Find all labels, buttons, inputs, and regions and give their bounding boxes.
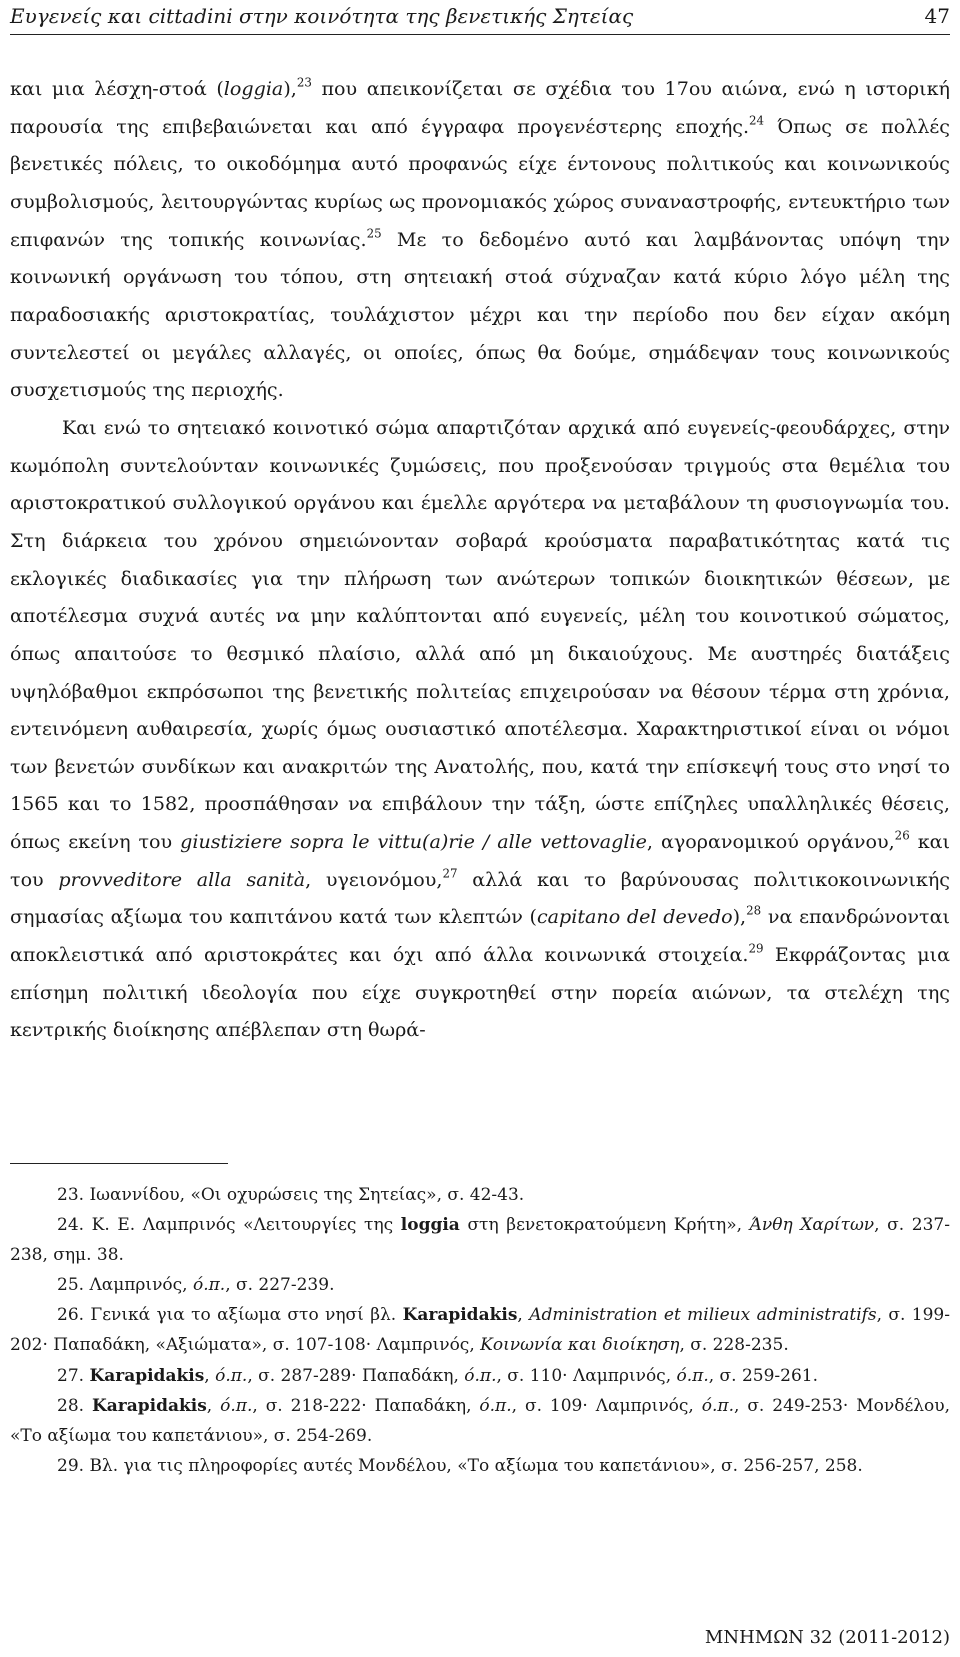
- text-run: , αγορανομικού οργάνου,: [646, 830, 895, 854]
- text-run: αλλά και το βαρύνουσας πολιτικοκοινωνικής σημασίας αξίωμα του καπιτάνου κατά των κλεπτών (: [10, 867, 950, 929]
- italic-abbrev: ό.π.: [192, 1275, 226, 1296]
- bold-author: Karapidakis: [91, 1395, 207, 1416]
- footnote-27: [10, 1361, 950, 1391]
- footnote-text: ,: [517, 1305, 530, 1326]
- text-run: ),: [283, 77, 297, 100]
- footnote-text: ,: [206, 1395, 221, 1416]
- running-header: [10, 2, 950, 35]
- footnote-ref-25[interactable]: 25: [366, 226, 382, 241]
- footnote-24: [10, 1210, 950, 1270]
- text-run: ),: [732, 905, 747, 929]
- footnote-text: , σ. 228-235.: [679, 1335, 789, 1356]
- footnote-text: 26. Γενικά για το αξίωμα στο νησί βλ.: [57, 1305, 403, 1326]
- text-run: Όπως σε πολλές βενετικές πόλεις, το οικοδόμημα αυτό προφανώς είχε έντονους πολιτικούς και κοινωνικούς συμβολισμούς, λειτουργώντας κυρίως ως προνομιακός χώρος συναναστροφής, εντευκτήριο των επιφανών της τοπικής κοινωνίας.: [10, 114, 950, 251]
- footnote-text: , σ. 110· Λαμπρινός,: [496, 1365, 677, 1386]
- footnote-text: , σ. 109· Λαμπρινός,: [511, 1395, 702, 1416]
- footnote-separator: [10, 1163, 228, 1164]
- text-run: Και ενώ το σητειακό κοινοτικό σώμα απαρτιζόταν αρχικά από ευγενείς-φεουδάρχες, στην κωμόπολη συντελούνταν κοινωνικές ζυμώσεις, που προξενούσαν τριγμούς στα θεμέλια του αριστοκρατικού συλλογικού οργάνου και έμελλε αργότερα να μεταβάλουν τη φυσιογνωμία του. Στη διάρκεια του χρόνου σημειώνονταν σοβαρά κρούσματα παραβατικότητας κατά τις εκλογικές διαδικασίες για την πλήρωση των ανώτερων τοπικών διοικητικών θέσεων, με αποτέλεσμα συχνά αυτές να μην καλύπτονται από ευγενείς, μέλη του κοινοτικού σώματος, όπως απαιτούσε το θεσμικό πλαίσιο, αλλά από μη δικαιούχους. Με αυστηρές διατάξεις υψηλόβαθμοι εκπρόσωποι της βενετικής πολιτείας επιχειρούσαν να θέσουν τέρμα στη χρόνια, εντεινόμενη αυθαιρεσία, χωρίς όμως ουσιαστικό αποτέλεσμα. Χαρακτηριστικοί είναι οι νόμοι των βενετών συνδίκων και ανακριτών της Ανατολής, που, κατά την επίσκεψή τους στο νησί το 1565 και το 1582, προσπάθησαν να επιβάλουν την τάξη, ώστε επίζηλες υπαλληλικές θέσεις, όπως εκείνη του: [10, 415, 950, 854]
- main-text: [10, 70, 950, 1049]
- footnote-ref-28[interactable]: 28: [746, 903, 762, 918]
- footnote-ref-29[interactable]: 29: [748, 941, 764, 956]
- text-run: Εκφράζοντας μια επίσημη πολιτική ιδεολογία που είχε συγκροτηθεί στην πορεία αιώνων, τα στελέχη της κεντρικής διοίκησης απέβλεπαν στη θωρά-: [10, 943, 951, 1042]
- italic-term: provveditore alla sanità: [58, 867, 306, 891]
- footnote-ref-24[interactable]: 24: [749, 113, 765, 128]
- footnote-text: ,: [204, 1365, 216, 1386]
- footnote-28: [10, 1391, 950, 1451]
- footnote-23: [10, 1180, 950, 1210]
- text-run: να επανδρώνονται αποκλειστικά από αριστοκράτες και όχι από άλλα κοινωνικά στοιχεία.: [10, 905, 950, 967]
- italic-term: loggia: [223, 77, 284, 100]
- running-title: Ευγενείς και cittadini στην κοινότητα της βενετικής Σητείας: [10, 4, 634, 28]
- italic-term: capitano del devedo: [536, 905, 733, 929]
- footnote-text: 29. Βλ. για τις πληροφορίες αυτές Μονδέλου, «Το αξίωμα του καπετάνιου», σ. 256-257, 258.: [57, 1455, 863, 1476]
- footnote-text: , σ. 218-222· Παπαδάκη,: [252, 1395, 480, 1416]
- bold-author: Karapidakis: [402, 1305, 518, 1326]
- italic-title: Administration et milieux administratifs: [529, 1305, 877, 1326]
- italic-abbrev: ό.π.: [676, 1365, 709, 1386]
- footnote-text: 24. Κ. Ε. Λαμπρινός «Λειτουργίες της: [57, 1215, 401, 1236]
- bold-author: Karapidakis: [89, 1365, 205, 1386]
- bold-term: loggia: [400, 1215, 460, 1236]
- footnote-ref-23[interactable]: 23: [296, 75, 312, 90]
- footnote-ref-26[interactable]: 26: [894, 828, 910, 843]
- footnote-text: , σ. 287-289· Παπαδάκη,: [247, 1365, 465, 1386]
- italic-abbrev: ό.π.: [215, 1365, 248, 1386]
- text-run: και του: [10, 830, 951, 891]
- footnote-text: , σ. 237-238, σημ. 38.: [10, 1215, 950, 1266]
- text-run: που απεικονίζεται σε σχέδια του 17ου αιώνα, ενώ η ιστορική παρουσία της επιβεβαιώνεται και από έγγραφα προγενέστερης εποχής.: [10, 77, 950, 138]
- italic-abbrev: ό.π.: [220, 1395, 253, 1416]
- footnote-29: [10, 1451, 950, 1481]
- italic-abbrev: ό.π.: [479, 1395, 512, 1416]
- italic-abbrev: ό.π.: [464, 1365, 497, 1386]
- text-run: Με το δεδομένο αυτό και λαμβάνοντας υπόψη την κοινωνική οργάνωση του τόπου, στη σητειακή στοά σύχναζαν κατά κύριο λόγο μέλη της παραδοσιακής αριστοκρατίας, τουλάχιστον μέχρι και την περίοδο που δεν είχαν ακόμη συντελεστεί οι μεγάλες αλλαγές, οι οποίες, όπως θα δούμε, σημάδεψαν τους κοινωνικούς συσχετισμούς της περιοχής.: [10, 227, 950, 402]
- journal-footer: ΜΝΗΜΩΝ 32 (2011-2012): [704, 1627, 950, 1648]
- footnote-text: 25. Λαμπρινός,: [57, 1275, 193, 1296]
- paragraph-2: [10, 409, 950, 1049]
- footnote-text: 27.: [57, 1365, 90, 1386]
- paragraph-1: [10, 70, 950, 409]
- footnote-text: 23. Ιωαννίδου, «Οι οχυρώσεις της Σητείας», σ. 42-43.: [57, 1185, 525, 1205]
- footnote-text: στη βενετοκρατούμενη Κρήτη»,: [459, 1215, 750, 1236]
- footnote-text: , σ. 227-239.: [225, 1275, 335, 1296]
- footnote-25: [10, 1270, 950, 1300]
- page-number: 47: [924, 4, 950, 28]
- footnote-26: [10, 1300, 950, 1360]
- footnote-text: , σ. 249-253· Μονδέλου, «Το αξίωμα του καπετάνιου», σ. 254-269.: [10, 1395, 950, 1446]
- footnotes: [10, 1180, 950, 1481]
- footnote-text: , σ. 199-202· Παπαδάκη, «Αξιώματα», σ. 107-108· Λαμπρινός,: [10, 1305, 950, 1356]
- italic-title: Άνθη Χαρίτων: [749, 1215, 875, 1236]
- text-run: , υγειονόμου,: [305, 867, 443, 891]
- footnote-text: 28.: [57, 1395, 92, 1416]
- text-run: και μια λέσχη-στοά (: [10, 77, 224, 100]
- italic-term: giustiziere sopra le vittu(a)rie / alle vettovaglie: [180, 830, 647, 854]
- italic-abbrev: ό.π.: [701, 1395, 734, 1416]
- italic-title: Κοινωνία και διοίκηση: [480, 1335, 680, 1356]
- footnote-text: , σ. 259-261.: [708, 1365, 818, 1386]
- footnote-ref-27[interactable]: 27: [442, 866, 458, 881]
